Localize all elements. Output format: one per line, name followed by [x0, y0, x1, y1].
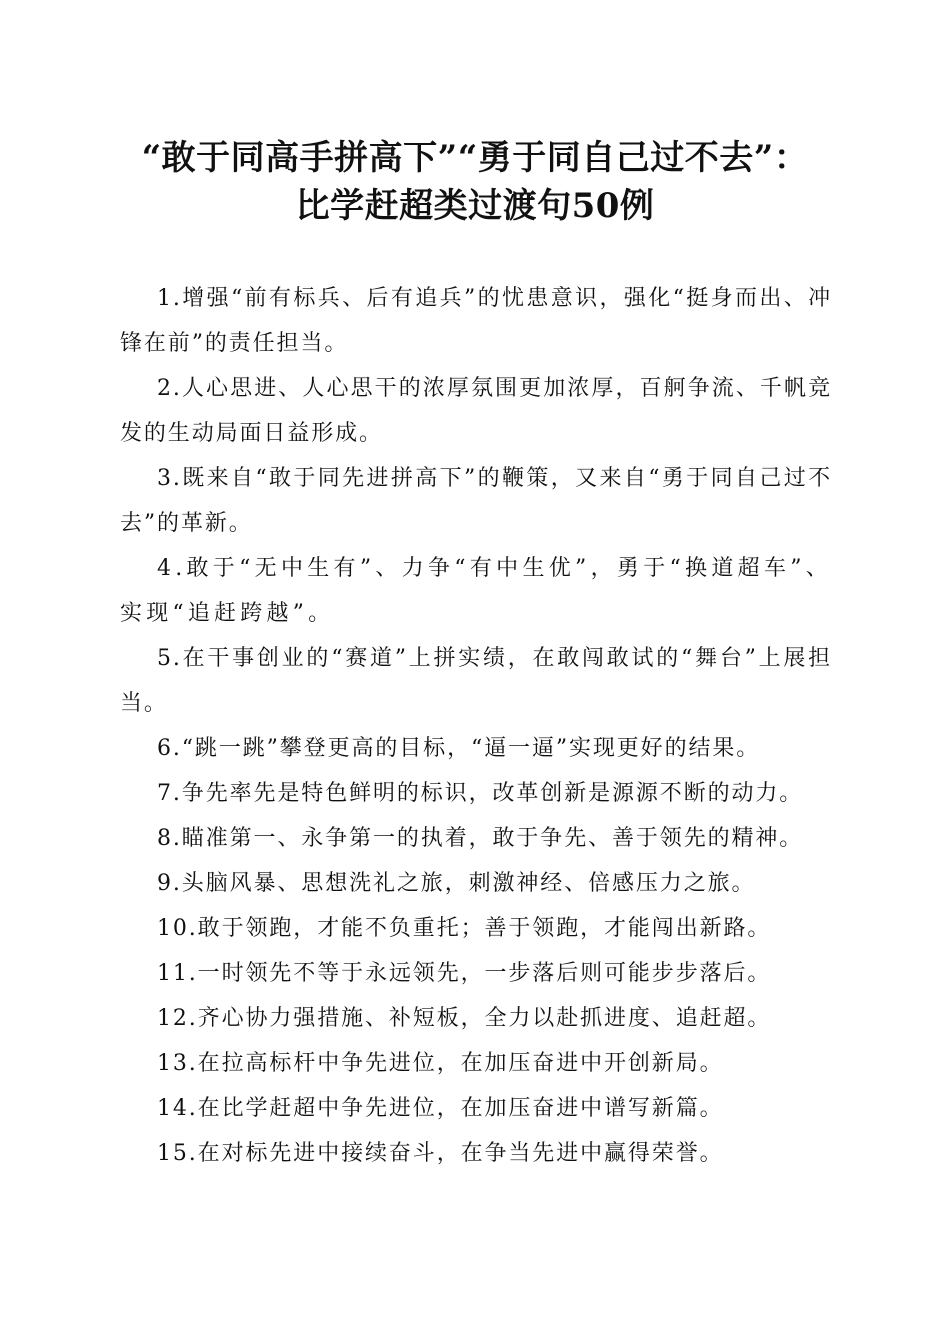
list-item: 7.争先率先是特色鲜明的标识，改革创新是源源不断的动力。 [157, 781, 804, 806]
list-item: 6.“跳一跳”攀登更高的目标，“逼一逼”实现更好的结果。 [157, 736, 761, 761]
list-item: 5.在干事创业的“赛道”上拼实绩，在敢闯敢试的“舞台”上展担当。 [120, 646, 832, 716]
document-body [120, 276, 832, 1176]
document-title-line-1: “敢于同高手拼高下”“勇于同自己过不去”： [141, 138, 809, 178]
document-title-line-2: 比学赶超类过渡句50例 [295, 186, 655, 226]
list-item: 11.一时领先不等于永远领先，一步落后则可能步步落后。 [157, 961, 772, 986]
list-item: 12.齐心协力强措施、补短板，全力以赴抓进度、追赶超。 [157, 1006, 772, 1031]
list-item: 10.敢于领跑，才能不负重托；善于领跑，才能闯出新路。 [157, 916, 772, 941]
list-item: 15.在对标先进中接续奋斗，在争当先进中赢得荣誉。 [157, 1141, 724, 1166]
list-item: 1.增强“前有标兵、后有追兵”的忧患意识，强化“挺身而出、冲锋在前”的责任担当。 [120, 286, 832, 356]
list-item: 4.敢于“无中生有”、力争“有中生优”，勇于“换道超车”、实现“追赶跨越”。 [120, 556, 832, 626]
list-item: 9.头脑风暴、思想洗礼之旅，刺激神经、倍感压力之旅。 [157, 871, 756, 896]
list-item: 13.在拉高标杆中争先进位，在加压奋进中开创新局。 [157, 1051, 724, 1076]
list-item: 2.人心思进、人心思干的浓厚氛围更加浓厚，百舸争流、千帆竞发的生动局面日益形成。 [120, 376, 832, 446]
list-item: 3.既来自“敢于同先进拼高下”的鞭策，又来自“勇于同自己过不去”的革新。 [120, 466, 832, 536]
list-item: 14.在比学赶超中争先进位，在加压奋进中谱写新篇。 [157, 1096, 724, 1121]
list-item: 8.瞄准第一、永争第一的执着，敢于争先、善于领先的精神。 [157, 826, 804, 851]
